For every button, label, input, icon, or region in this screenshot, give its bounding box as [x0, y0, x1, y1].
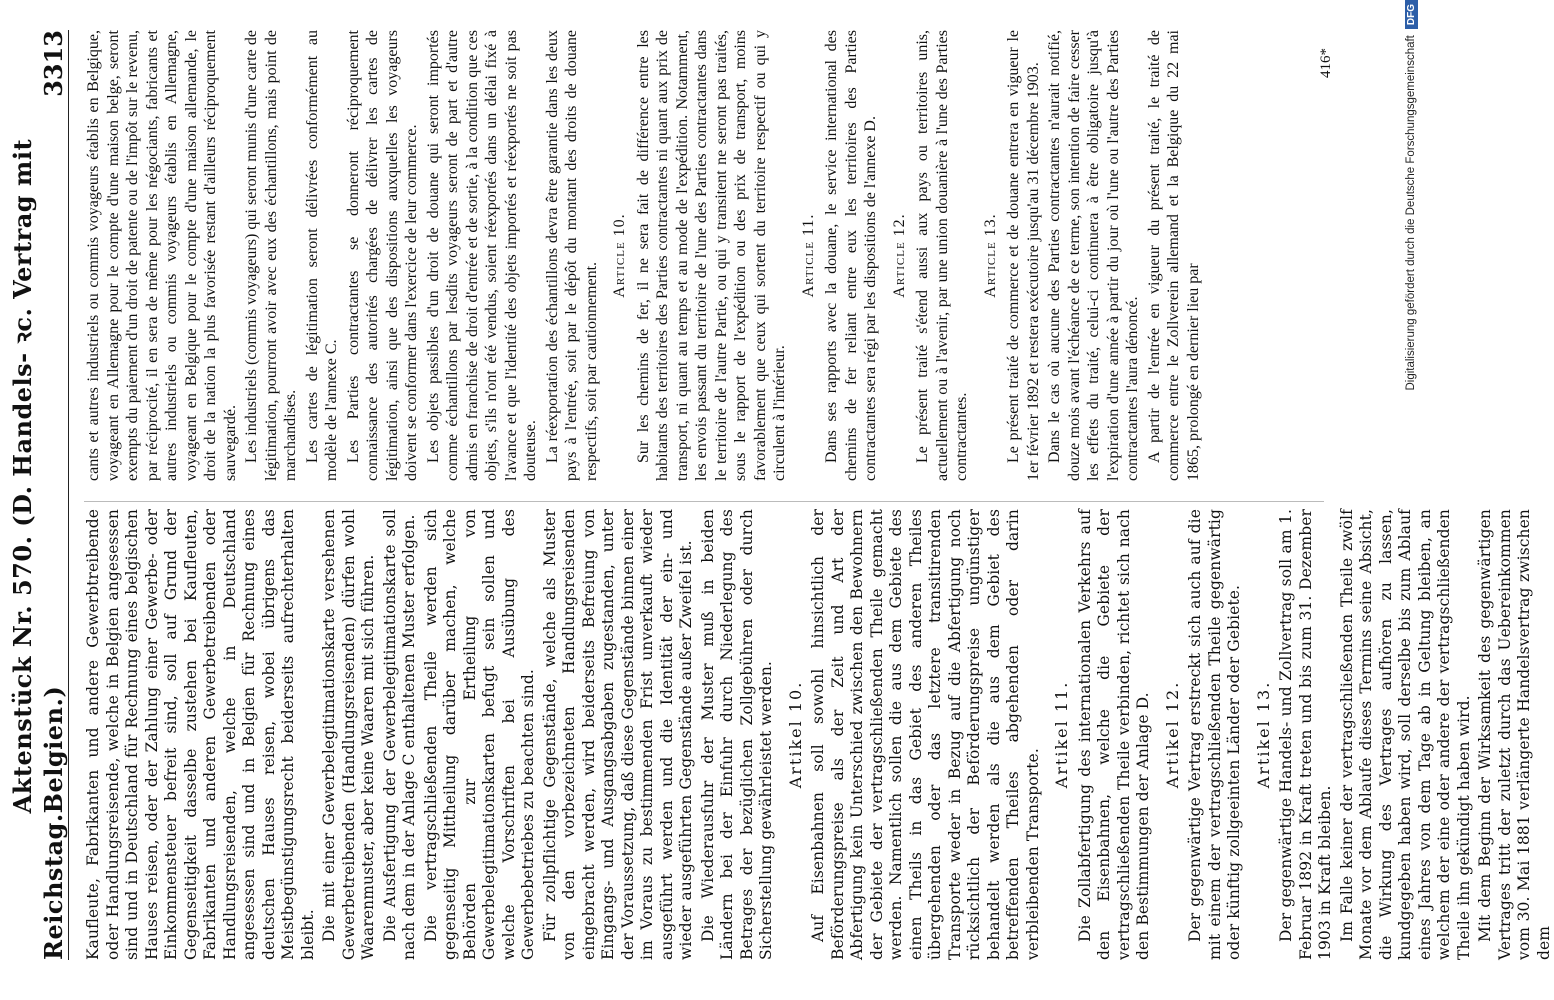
fr-article-10-title: Article 10.	[611, 213, 628, 298]
fr-paragraph: Les cartes de légitimation seront délivrées conformément au modèle de l'annexe C.	[303, 30, 340, 481]
de-article-10-title: Artikel 10.	[785, 680, 805, 789]
de-paragraph: Die vertragschließenden Theile werden sich gegenseitig Mittheilung darüber machen, welche Behörden zur Ertheilung von Gewerbelegitimationskarten befugt sein sollen und welche Vorschriften bei Ausübung des Gewerbebetriebes zu beachten sind.	[421, 509, 537, 960]
dfg-logo: DFG	[1405, 0, 1418, 29]
fr-paragraph: Les industriels (commis voyageurs) qui seront munis d'une carte de légitimation, pourront avoir avec eux des échantillons, mais point de marchandises.	[243, 30, 299, 481]
fr-paragraph: La réexportation des échantillons devra être garantie dans les deux pays à l'entrée, soit par le dépôt du montant des droits de douane respectifs, soit par cautionnement.	[543, 30, 600, 481]
de-article-13-text: Mit dem Beginn der Wirksamkeit des gegenwärtigen Vertrages tritt der zuletzt durch das Uebereinkommen vom 30. Mai 1881 verlängerte Handelsvertrag zwischen dem	[1476, 509, 1553, 960]
header-title: Aktenstück Nr. 570. (D. Handels- ꝛc. Vertrag mit Belgien.)	[8, 138, 68, 814]
fr-paragraph: Les objets passibles d'un droit de douane qui seront importés comme échantillons par lesdits voyageurs seront de part et d'autre admis en franchise de droit d'entrée et de sortie, à la condition que ces objets, s'ils n'ont été vendus, soient réexportés dans un délai fixé à l'avance et que l'identité des objets importés et réexportés ne soit pas douteuse.	[424, 30, 539, 481]
fr-article-10-text: Sur les chemins de fer, il ne sera fait de différence entre les habitants des territoires des Parties contractantes ni quant aux prix de transport, ni quant au temps et au mode de l'expédition. Notamment, les envois passant du territoire de l'une des Parties contractantes dans le territoire de l'autre Partie, ou qui y transitent ne seront pas traités, sous le rapport de l'expédition ou des prix de transport, moins favorablement que ceux qui sortent du territoire respectif ou qui y circulent à l'intérieur.	[634, 30, 788, 481]
de-paragraph: Die Wiederausfuhr der Muster muß in beiden Ländern bei der Einfuhr durch Niederlegung des Betrages der bezüglichen Zollgebühren oder durch Sicherstellung gewährleistet werden.	[698, 509, 775, 960]
fr-article-13-text: Le présent traité de commerce et de douane entrera en vigueur le 1er février 1892 et restera exécutoire jusqu'au 31 décembre 1903.	[1005, 30, 1042, 481]
fr-paragraph: cants et autres industriels ou commis voyageurs établis en Belgique, voyageant en Allemagne pour le compte d'une maison belge, seront exempts du paiement d'un droit de patente ou de l'impôt sur le revenu, par réciprocité, il en sera de même pour les négociants, fabricants et autres industriels ou commis voyageurs établis en Allemagne, voyageant en Belgique pour le compte d'une maison allemande, le droit de la nation la plus favorisée restant d'ailleurs réciproquement sauvegardé.	[85, 30, 239, 481]
de-paragraph: Die Ausfertigung der Gewerbelegitimationskarte soll nach dem in der Anlage C enthaltenen Muster erfolgen.	[380, 509, 418, 960]
de-article-13-text: Im Falle keiner der vertragschließenden Theile zwölf Monate vor dem Ablaufe dieses Termins seine Absicht, die Wirkung des Vertrages aufhören zu lassen, kundgegeben haben wird, soll derselbe bis zum Ablauf eines Jahres von dem Tage ab in Geltung bleiben, an welchem der eine oder andere der vertragschließenden Theile ihn gekündigt haben wird.	[1337, 509, 1473, 960]
fr-article-13-title: Article 13.	[981, 213, 999, 298]
fr-article-13-text: Dans le cas où aucune des Parties contractantes n'aurait notifié, douze mois avant l'échéance de ce terme, son intention de faire cesser les effets du traité, celui-ci continuera à être obligatoire jusqu'à l'expiration d'une année à partir du jour où l'une ou l'autre des Parties contractantes l'aura dénoncé.	[1046, 30, 1141, 481]
digitization-stamp	[1400, 0, 1422, 1000]
de-paragraph: Kaufleute, Fabrikanten und andere Gewerbtreibende oder Handlungsreisende, welche in Belgien angesessen sind und in Deutschland für Rechnung eines belgischen Hauses reisen, oder der Zahlung einer Gewerbe- oder Einkommensteuer befreit sind, soll auf Grund der Gegenseitigkeit dasselbe zustehen bei Kaufleuten, Fabrikanten und anderen Gewerbetreibenden oder Handlungsreisenden, welche in Deutschland angesessen sind und in Belgien für Rechnung eines deutschen Hauses reisen, wobei übrigens das Meistbegünstigungsrecht beiderseits aufrechterhalten bleibt.	[84, 509, 317, 960]
french-column	[84, 30, 1334, 481]
de-paragraph: Für zollpflichtige Gegenstände, welche als Muster von den vorbezeichneten Handlungsreisenden eingebracht werden, wird beiderseits Befreiung von Eingangs- und Ausgangsabgaben zugestanden, unter der Voraussetzung, daß diese Gegenstände binnen einer im Voraus zu bestimmenden Frist unverkauft wieder ausgeführt werden und die Identität der ein- und wieder ausgeführten Gegenstände außer Zweifel ist.	[540, 509, 695, 960]
fr-article-11-title: Article 11.	[799, 213, 817, 298]
page-number: 3313	[39, 30, 68, 97]
de-article-13-text: Der gegenwärtige Handels- und Zollvertrag soll am 1. Februar 1892 in Kraft treten und bis zum 31. Dezember 1903 in Kraft bleiben.	[1277, 509, 1334, 960]
german-column	[84, 509, 1553, 960]
de-article-10-text: Auf Eisenbahnen soll sowohl hinsichtlich der Beförderungspreise als der Zeit und Art der Abfertigung kein Unterschied zwischen den Bewohnern der Gebiete der vertragschließenden Theile gemacht werden. Namentlich sollen die aus dem Gebiete des einen Theils in das Gebiet des anderen Theiles übergehenden oder das letztere transitirenden Transporte weder in Bezug auf die Abfertigung noch rücksichtlich der Beförderungspreise ungünstiger behandelt werden als die aus dem Gebiet des betreffenden Theiles abgehenden oder darin verbleibenden Transporte.	[809, 509, 1042, 960]
signature-mark: 416*	[1318, 48, 1334, 78]
fr-paragraph: Les Parties contractantes se donneront réciproquement connaissance des autorités chargées de délivrer les cartes de légitimation, ainsi que des dispositions auxquelles les voyageurs doivent se conformer dans l'exercice de leur commerce.	[344, 30, 420, 481]
de-article-11-title: Artikel 11.	[1052, 680, 1071, 789]
fr-article-13-text: A partir de l'entrée en vigueur du présent traité, le traité de commerce entre le Zollverein allemand et la Belgique du 22 mai 1865, prolongé en dernier lieu par	[1145, 30, 1202, 481]
fr-article-12-title: Article 12.	[890, 213, 908, 298]
fr-article-11-text: Dans ses rapports avec la douane, le service international des chemins de fer reliant entre eux les territoires des Parties contractantes sera régi par les dispositions de l'annexe D.	[823, 30, 879, 481]
header-left: Reichstag.	[39, 813, 68, 960]
page-header	[8, 30, 69, 960]
de-article-11-text: Die Zollabfertigung des internationalen Verkehrs auf den Eisenbahnen, welche die Gebiete der vertragschließenden Theile verbinden, richtet sich nach den Bestimmungen der Anlage D.	[1075, 509, 1152, 960]
de-article-13-title: Artikel 13.	[1253, 680, 1273, 789]
de-article-12-text: Der gegenwärtige Vertrag erstreckt sich auch auf die mit einem der vertragschließenden Theile gegenwärtig oder künftig zollgeeinten Länder oder Gebiete.	[1186, 509, 1243, 960]
fr-article-12-text: Le présent traité s'étend aussi aux pays ou territoires unis, actuellement ou à l'avenir, par une union douanière à l'une des Parties contractantes.	[914, 30, 970, 481]
de-article-12-title: Artikel 12.	[1162, 680, 1182, 789]
stamp-text: Digitalisierung gefördert durch die Deutsche Forschungsgemeinschaft	[1405, 35, 1417, 391]
de-paragraph: Die mit einer Gewerbelegitimationskarte versehenen Gewerbetreibenden (Handlungsreisenden) dürfen wohl Waarenmuster, aber keine Waaren mit sich führen.	[320, 509, 377, 960]
